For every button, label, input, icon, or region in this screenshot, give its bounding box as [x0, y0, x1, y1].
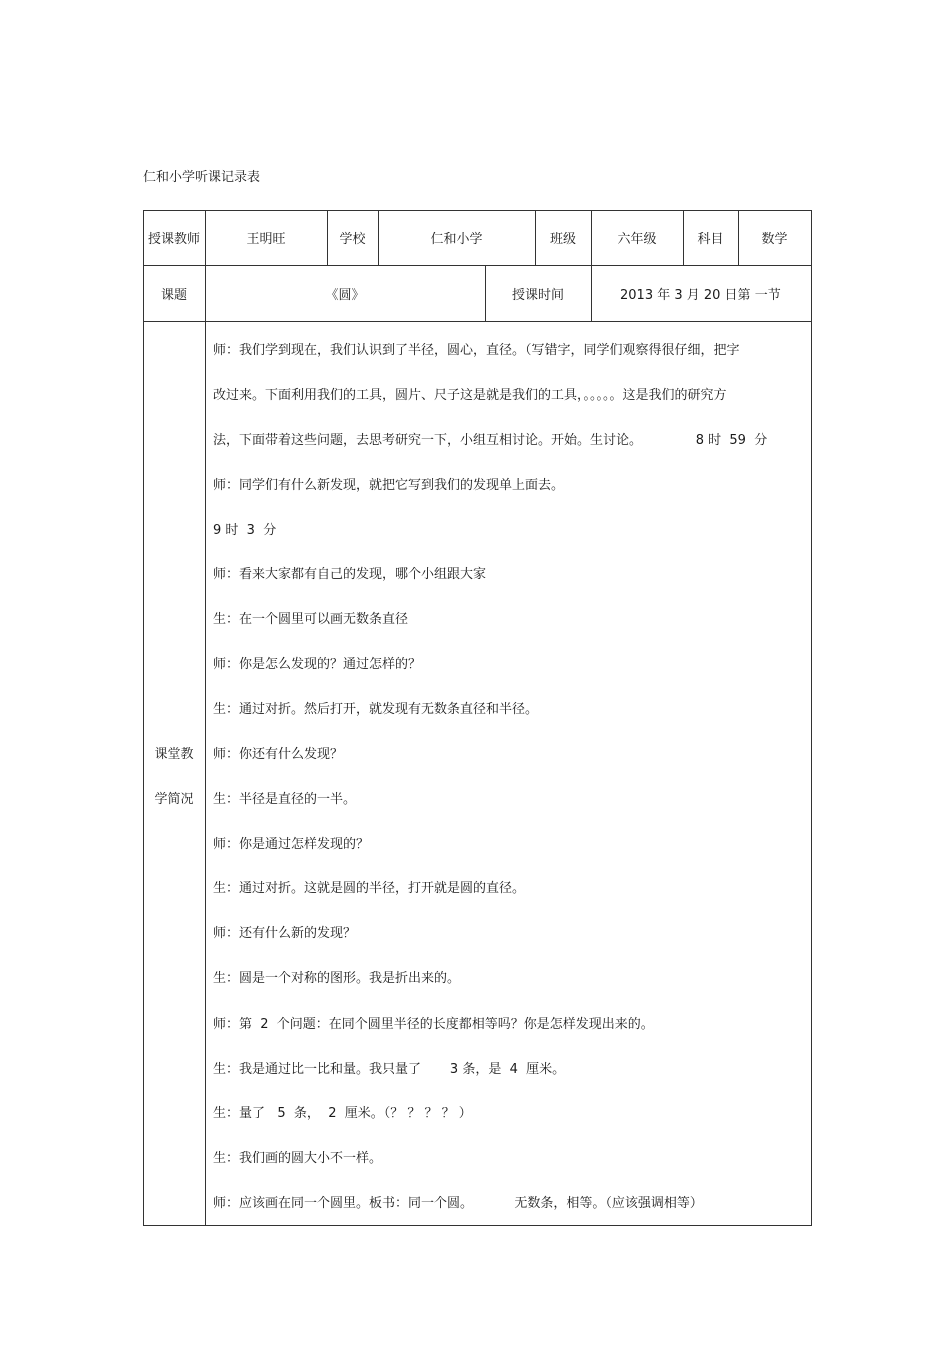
content-line: 师：你是怎么发现的？通过怎样的？ [213, 657, 422, 672]
content-line: 师：我们学到现在，我们认识到了半径，圆心，直径。（写错字，同学们观察得很仔细，把字 [213, 343, 740, 358]
section-label-line-1: 课堂教 [154, 747, 194, 762]
content-line: 9 时 3 分 [213, 523, 277, 538]
content-line: 师：看来大家都有自己的发现，哪个小组跟大家 [213, 567, 487, 582]
class-value: 六年级 [617, 232, 657, 247]
content-line: 生：通过对折。这就是圆的半径，打开就是圆的直径。 [213, 881, 526, 896]
content-line: 生：圆是一个对称的图形。我是折出来的。 [213, 971, 461, 986]
content-line: 师：同学们有什么新发现，就把它写到我们的发现单上面去。 [213, 478, 565, 493]
content-line: 师：第 2 个问题：在同个圆里半径的长度都相等吗？你是怎样发现出来的。 [213, 1017, 654, 1032]
content-line: 生：在一个圆里可以画无数条直径 [213, 612, 409, 627]
table-row-divider [143, 265, 812, 266]
document-title: 仁和小学听课记录表 [143, 170, 261, 185]
teacher-label: 授课教师 [147, 232, 200, 247]
time-label: 授课时间 [511, 288, 564, 303]
section-label-line-2: 学简况 [154, 792, 194, 807]
school-label: 学校 [339, 232, 366, 247]
school-value: 仁和小学 [430, 232, 483, 247]
content-line: 生：量了 5 条， 2 厘米。（？ ？ ？ ？ ） [213, 1106, 472, 1121]
content-line: 师：你还有什么发现？ [213, 747, 344, 762]
table-border-bottom [143, 1225, 812, 1226]
content-line: 生：我们画的圆大小不一样。 [213, 1151, 383, 1166]
class-label: 班级 [549, 232, 576, 247]
table-row-divider [143, 321, 812, 322]
table-col-divider [205, 210, 206, 1226]
table-col-divider [591, 265, 592, 322]
table-border-top [143, 210, 812, 211]
time-value: 2013 年 3 月 20 日第 一节 [620, 288, 781, 303]
content-line: 改过来。下面利用我们的工具，圆片、尺子这是就是我们的工具，。。。。。这是我们的研究方 [213, 388, 727, 403]
subject-label: 科目 [697, 232, 724, 247]
topic-label: 课题 [160, 288, 187, 303]
topic-value: 《圆》 [325, 288, 365, 303]
content-line: 生：通过对折。然后打开，就发现有无数条直径和半径。 [213, 702, 539, 717]
content-line: 生：我是通过比一比和量。我只量了 3 条，是 4 厘米。 [213, 1062, 566, 1077]
content-line: 生：半径是直径的一半。 [213, 792, 357, 807]
table-border-left [143, 210, 144, 1226]
table-border-right [811, 210, 812, 1226]
content-line: 法，下面带着这些问题，去思考研究一下，小组互相讨论。开始。生讨论。 8 时 59 分 [213, 433, 768, 448]
content-line: 师：还有什么新的发现？ [213, 926, 357, 941]
teacher-value: 王明旺 [246, 232, 286, 247]
content-line: 师：应该画在同一个圆里。板书：同一个圆。 无数条，相等。（应该强调相等） [213, 1196, 703, 1211]
content-line: 师：你是通过怎样发现的？ [213, 837, 370, 852]
subject-value: 数学 [761, 232, 788, 247]
